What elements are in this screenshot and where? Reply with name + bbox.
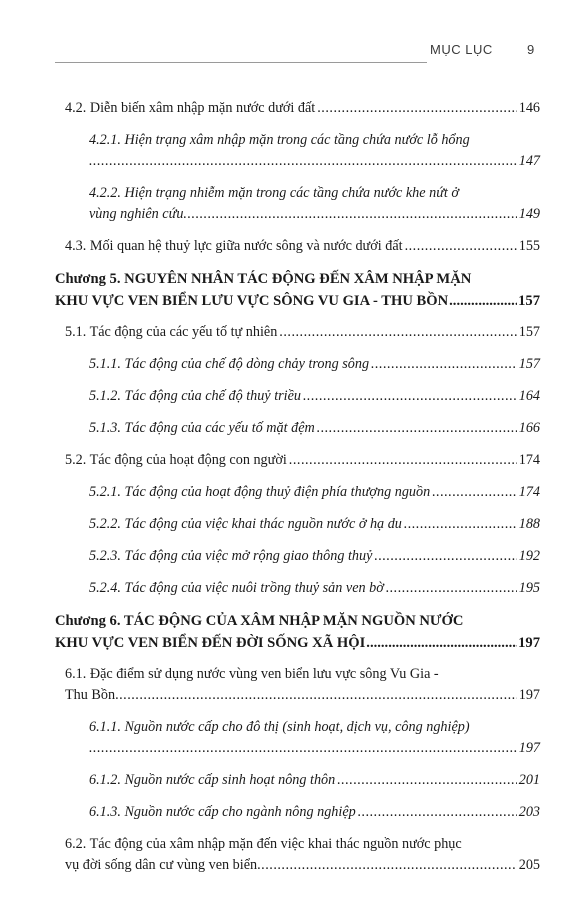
chapter-title: Chương 5. NGUYÊN NHÂN TÁC ĐỘNG ĐẾN XÂM NHẬP MẶN — [55, 271, 472, 287]
toc-entry-label: 4.2.1. Hiện trạng xâm nhập mặn trong các tầng chứa nước lỗ hổng — [89, 132, 470, 148]
toc-leader-dots — [337, 770, 516, 791]
toc-page-number: 166 — [518, 420, 540, 436]
toc-entry-label: 4.2.2. Hiện trạng nhiễm mặn trong các tầng chứa nước khe nứt ở — [89, 185, 459, 201]
toc-entry-5-2 — [55, 450, 540, 471]
toc-entry-label: 5.2.4. Tác động của việc nuôi trồng thuỷ sản ven bờ — [89, 580, 384, 596]
toc-page-number: 201 — [518, 772, 540, 788]
toc-page-number: 197 — [518, 687, 540, 703]
toc-page-number: 147 — [518, 153, 540, 169]
toc-leader-dots — [449, 290, 517, 312]
toc-leader-dots — [317, 418, 517, 439]
toc-entry-6-1 — [55, 664, 540, 706]
toc-leader-dots — [374, 546, 516, 567]
toc-entry-label: 6.1. Đặc điểm sử dụng nước vùng ven biển lưu vực sông Vu Gia - — [65, 666, 439, 682]
toc-entry-label-cont: Thu Bồn — [65, 687, 116, 703]
toc-entry-label: 5.1.1. Tác động của chế độ dòng chảy trong sông — [89, 356, 370, 372]
toc-entry-label: 5.2.1. Tác động của hoạt động thuỷ điện phía thượng nguồn — [89, 484, 431, 500]
toc-entry-label-cont: vùng nghiên cứu — [89, 206, 184, 222]
toc-page-number: 203 — [518, 804, 540, 820]
toc-entry-5-1-1 — [55, 354, 540, 375]
toc-page-number: 197 — [518, 740, 540, 756]
header-page-number: 9 — [527, 42, 535, 57]
toc-entry-6-2 — [55, 834, 540, 876]
toc-entry-4-2-1 — [55, 130, 540, 172]
toc-entry-5-2-2 — [55, 514, 540, 535]
toc-chapter-6 — [55, 610, 540, 654]
toc-page-number: 188 — [518, 516, 540, 532]
toc-entry-label: 4.2. Diễn biến xâm nhập mặn nước dưới đất — [65, 100, 316, 116]
toc-entry-label-cont: vụ đời sống dân cư vùng ven biển — [65, 857, 258, 873]
toc-entry-4-2-2 — [55, 183, 540, 225]
toc-entry-label: 5.1. Tác động của các yếu tố tự nhiên — [65, 324, 278, 340]
toc-page-number: 195 — [518, 580, 540, 596]
header-rule — [55, 62, 427, 63]
toc-entry-label: 6.1.3. Nguồn nước cấp cho ngành nông nghiệp — [89, 804, 356, 820]
toc-page-number: 174 — [518, 452, 540, 468]
toc-leader-dots — [303, 386, 517, 407]
toc-entry-6-1-1 — [55, 717, 540, 759]
toc-entry-label: 5.2.2. Tác động của việc khai thác nguồn nước ở hạ du — [89, 516, 402, 532]
toc-entry-5-2-1 — [55, 482, 540, 503]
toc-leader-dots — [115, 685, 517, 706]
toc-entry-label: 5.2.3. Tác động của việc mở rộng giao thông thuỷ — [89, 548, 373, 564]
toc-entry-5-2-4 — [55, 578, 540, 599]
toc-leader-dots — [358, 802, 517, 823]
toc-entry-4-2 — [55, 98, 540, 119]
toc-leader-dots — [366, 632, 517, 654]
toc-leader-dots — [405, 236, 517, 257]
toc-entry-4-3 — [55, 236, 540, 257]
toc-entry-5-2-3 — [55, 546, 540, 567]
toc-page-number: 192 — [518, 548, 540, 564]
toc-entry-label: 5.1.3. Tác động của các yếu tố mặt đệm — [89, 420, 315, 436]
toc-entry-label: 4.3. Mối quan hệ thuỷ lực giữa nước sông và nước dưới đất — [65, 238, 403, 254]
toc-entry-label: 6.1.2. Nguồn nước cấp sinh hoạt nông thôn — [89, 772, 336, 788]
toc-leader-dots — [257, 855, 517, 876]
toc-entry-5-1 — [55, 322, 540, 343]
toc-leader-dots — [89, 151, 517, 172]
toc-leader-dots — [279, 322, 516, 343]
toc-page-number: 157 — [518, 356, 540, 372]
toc-page-number: 146 — [518, 100, 540, 116]
toc-page-number: 155 — [518, 238, 540, 254]
toc-leader-dots — [371, 354, 517, 375]
toc-leader-dots — [89, 738, 517, 759]
toc-page-number: 197 — [518, 635, 540, 651]
toc-entry-label: 5.2. Tác động của hoạt động con người — [65, 452, 287, 468]
toc-page-number: 157 — [518, 293, 540, 309]
toc-chapter-5 — [55, 268, 540, 312]
toc-leader-dots — [183, 204, 516, 225]
toc-leader-dots — [317, 98, 516, 119]
toc-page-number: 205 — [518, 857, 540, 873]
toc-leader-dots — [289, 450, 517, 471]
header-title: MỤC LỤC — [430, 42, 493, 57]
page-header — [55, 42, 540, 68]
toc-entry-5-1-2 — [55, 386, 540, 407]
toc-leader-dots — [404, 514, 517, 535]
toc-entry-5-1-3 — [55, 418, 540, 439]
chapter-title-cont: KHU VỰC VEN BIỂN ĐẾN ĐỜI SỐNG XÃ HỘI — [55, 635, 366, 651]
table-of-contents — [55, 98, 540, 887]
toc-page-number: 149 — [518, 206, 540, 222]
toc-entry-6-1-3 — [55, 802, 540, 823]
toc-entry-6-1-2 — [55, 770, 540, 791]
toc-leader-dots — [432, 482, 517, 503]
toc-page-number: 174 — [518, 484, 540, 500]
toc-page-number: 157 — [518, 324, 540, 340]
toc-page-number: 164 — [518, 388, 540, 404]
toc-entry-label: 6.1.1. Nguồn nước cấp cho đô thị (sinh hoạt, dịch vụ, công nghiệp) — [89, 719, 470, 735]
toc-leader-dots — [386, 578, 517, 599]
toc-entry-label: 6.2. Tác động của xâm nhập mặn đến việc khai thác nguồn nước phục — [65, 836, 462, 852]
chapter-title: Chương 6. TÁC ĐỘNG CỦA XÂM NHẬP MẶN NGUỒN NƯỚC — [55, 613, 464, 629]
toc-entry-label: 5.1.2. Tác động của chế độ thuỷ triều — [89, 388, 301, 404]
chapter-title-cont: KHU VỰC VEN BIỂN LƯU VỰC SÔNG VU GIA - THU BỒN — [55, 293, 449, 309]
